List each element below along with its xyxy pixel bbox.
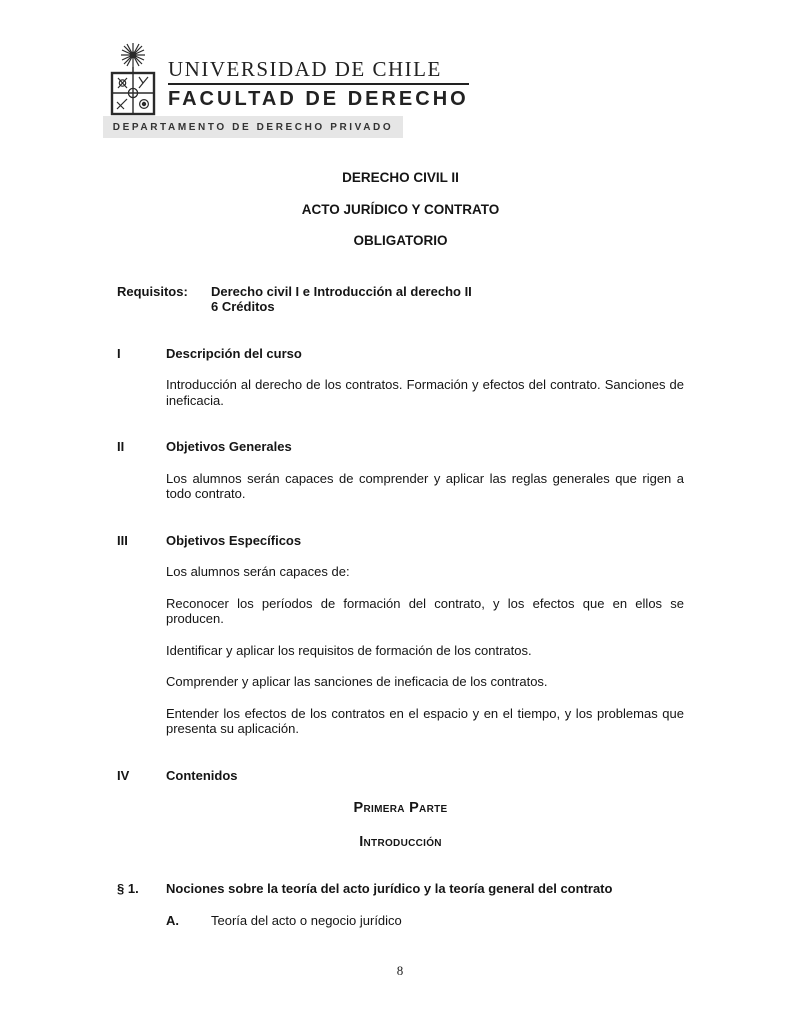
modality-title: OBLIGATORIO <box>353 233 448 248</box>
outline-item-a <box>166 913 684 929</box>
outline-paragraph-heading <box>117 881 684 897</box>
paragraph: Los alumnos serán capaces de: <box>166 564 350 579</box>
section-title: Objetivos Específicos <box>166 532 302 548</box>
part-title: Primera Parte <box>353 800 448 816</box>
section-title: Objetivos Generales <box>166 439 292 454</box>
requirements-value <box>211 284 472 315</box>
department-banner: DEPARTAMENTO DE DERECHO PRIVADO <box>103 116 403 138</box>
section-heading-objetivos-especificos <box>117 533 684 549</box>
section-heading-contenidos <box>117 768 684 784</box>
paragraph: Introducción al derecho de los contratos. Formación y efectos del contrato. Sanciones de ineficacia. <box>166 377 684 408</box>
section-numeral: II <box>117 439 125 454</box>
paragraph: Entender los efectos de los contratos en el espacio y en el tiempo, y los problemas que presenta su aplicación. <box>166 705 684 736</box>
paragraph: Los alumnos serán capaces de comprender y aplicar las reglas generales que rigen a todo contrato. <box>166 470 684 501</box>
outline-paragraph-title: Nociones sobre la teoría del acto jurídico y la teoría general del contrato <box>166 881 613 896</box>
course-title: DERECHO CIVIL II <box>342 170 459 185</box>
section-numeral: III <box>117 532 128 548</box>
faculty-name: FACULTAD DE DERECHO <box>168 88 469 110</box>
part-subtitle: Introducción <box>359 833 442 850</box>
outline-paragraph-number: § 1. <box>117 881 139 896</box>
subject-title: ACTO JURÍDICO Y CONTRATO <box>301 201 500 217</box>
section-title: Contenidos <box>166 767 238 783</box>
university-name: UNIVERSIDAD DE CHILE <box>168 57 469 85</box>
requirements-line2: 6 Créditos <box>211 299 275 314</box>
section-heading-descripcion <box>117 346 684 362</box>
outline-item-text: Teoría del acto o negocio jurídico <box>211 912 402 928</box>
requirements-line1: Derecho civil I e Introducción al derecho II <box>211 283 472 299</box>
page-number: 8 <box>396 963 404 978</box>
section-heading-objetivos-generales <box>117 439 684 455</box>
requirements-label: Requisitos: <box>117 283 188 299</box>
outline-item-letter: A. <box>166 912 179 928</box>
paragraph: Comprender y aplicar las sanciones de ineficacia de los contratos. <box>166 674 548 689</box>
paragraph: Identificar y aplicar los requisitos de formación de los contratos. <box>166 642 532 658</box>
section-numeral: I <box>117 345 121 361</box>
letterhead-text <box>168 57 469 111</box>
section-numeral: IV <box>117 767 130 783</box>
document-body <box>0 170 800 928</box>
paragraph: Reconocer los períodos de formación del contrato, y los efectos que en ellos se producen. <box>166 595 684 626</box>
letterhead <box>0 0 800 139</box>
universidad-de-chile-crest-icon <box>104 42 162 123</box>
section-title: Descripción del curso <box>166 345 302 361</box>
requirements-row <box>117 284 684 315</box>
